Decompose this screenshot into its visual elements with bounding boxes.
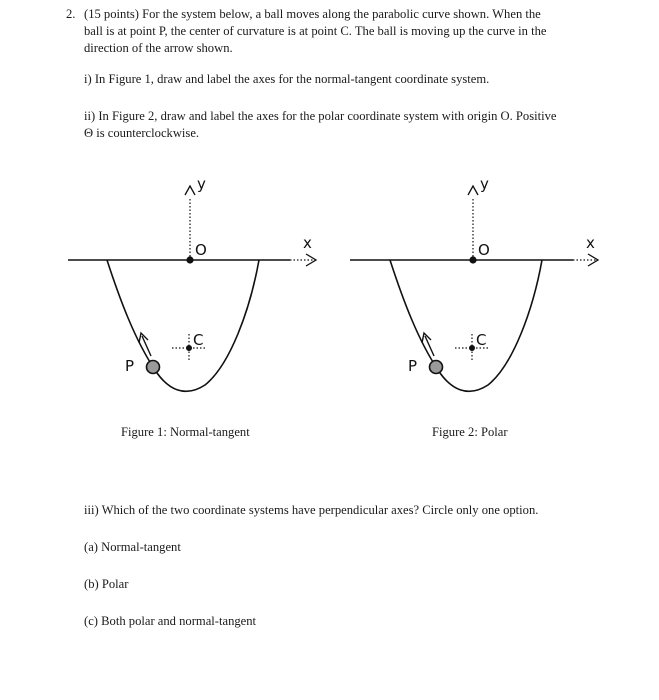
x-axis-arrowhead — [588, 254, 598, 266]
x-label: x — [586, 234, 595, 252]
part-iii-prompt: iii) Which of the two coordinate systems have perpendicular axes? Circle only one option. — [84, 503, 539, 517]
origin-point — [469, 256, 476, 263]
figure-2[interactable] — [350, 175, 598, 391]
problem-number: 2. — [66, 7, 76, 21]
center-label: C — [193, 331, 204, 349]
origin-label: O — [195, 241, 207, 259]
origin-point — [186, 256, 193, 263]
figure-2-caption: Figure 2: Polar — [432, 425, 508, 439]
part-ii-prompt-line-2: Θ is counterclockwise. — [84, 126, 200, 140]
problem-text-line-2: ball is at point P, the center of curvature is at point C. The ball is moving up the curve in the — [84, 24, 547, 38]
y-axis-arrowhead — [185, 186, 195, 195]
part-ii-prompt-line-1: ii) In Figure 2, draw and label the axes for the polar coordinate system with origin O. Positive — [84, 109, 557, 123]
point-label: P — [408, 357, 418, 375]
ball — [147, 361, 160, 374]
figure-1[interactable] — [68, 175, 316, 391]
ball — [430, 361, 443, 374]
center-label: C — [476, 331, 487, 349]
center-point — [186, 345, 192, 351]
option-a[interactable]: (a) Normal-tangent — [84, 540, 181, 554]
y-label: y — [197, 175, 206, 193]
part-i-prompt: i) In Figure 1, draw and label the axes for the normal-tangent coordinate system. — [84, 72, 490, 86]
problem-text-line-1: (15 points) For the system below, a ball moves along the parabolic curve shown. When the — [84, 7, 541, 21]
option-c[interactable]: (c) Both polar and normal-tangent — [84, 614, 257, 628]
point-label: P — [125, 357, 135, 375]
y-axis-arrowhead — [468, 186, 478, 195]
y-label: y — [480, 175, 489, 193]
center-point — [469, 345, 475, 351]
x-label: x — [303, 234, 312, 252]
option-b[interactable]: (b) Polar — [84, 577, 129, 591]
figure-1-caption: Figure 1: Normal-tangent — [121, 425, 250, 439]
problem-text-line-3: direction of the arrow shown. — [84, 41, 233, 55]
origin-label: O — [478, 241, 490, 259]
